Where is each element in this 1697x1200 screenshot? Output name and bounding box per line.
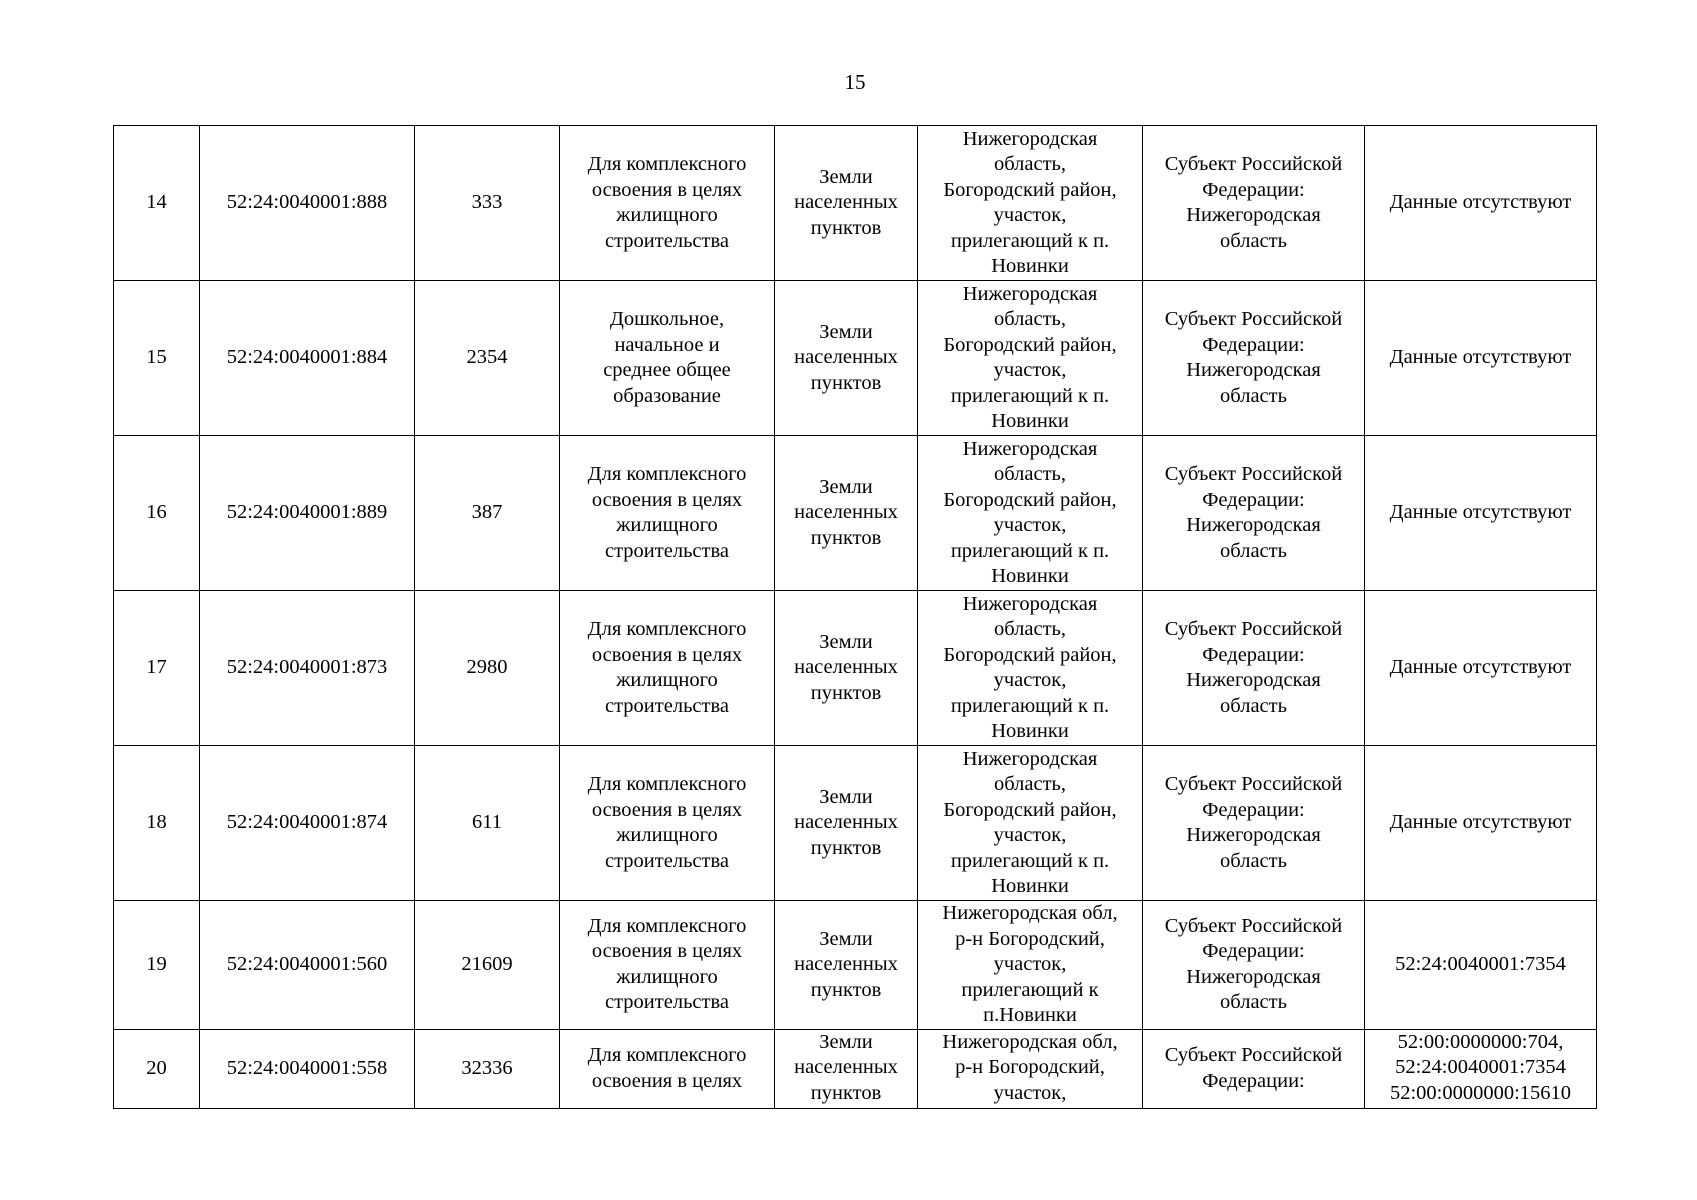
related-objects: Данные отсутствуют	[1365, 436, 1597, 591]
related-objects: Данные отсутствуют	[1365, 126, 1597, 281]
table-row	[114, 1029, 1597, 1108]
cadastral-number: 52:24:0040001:888	[200, 126, 415, 281]
table-row	[114, 281, 1597, 436]
related-objects: Данные отсутствуют	[1365, 746, 1597, 901]
related-objects: Данные отсутствуют	[1365, 591, 1597, 746]
owner: Субъект Российской Федерации:	[1143, 1029, 1365, 1108]
address: Нижегородская обл, р-н Богородский, участок, прилегающий к п.Новинки	[918, 901, 1143, 1030]
land-category: Земли населенных пунктов	[775, 281, 918, 436]
row-number: 18	[114, 746, 200, 901]
owner: Субъект Российской Федерации: Нижегородская область	[1143, 436, 1365, 591]
owner: Субъект Российской Федерации: Нижегородская область	[1143, 591, 1365, 746]
permitted-use: Для комплексного освоения в целях жилищного строительства	[560, 126, 775, 281]
table-row	[114, 746, 1597, 901]
row-number: 20	[114, 1029, 200, 1108]
permitted-use: Дошкольное, начальное и среднее общее образование	[560, 281, 775, 436]
address: Нижегородская обл, р-н Богородский, участок,	[918, 1029, 1143, 1108]
area-value: 611	[415, 746, 560, 901]
address: Нижегородская область, Богородский район, участок, прилегающий к п. Новинки	[918, 591, 1143, 746]
area-value: 387	[415, 436, 560, 591]
land-plots-table	[113, 125, 1597, 1109]
related-objects: 52:00:0000000:704, 52:24:0040001:7354 52:00:0000000:15610	[1365, 1029, 1597, 1108]
land-category: Земли населенных пунктов	[775, 126, 918, 281]
cadastral-number: 52:24:0040001:874	[200, 746, 415, 901]
permitted-use: Для комплексного освоения в целях жилищного строительства	[560, 591, 775, 746]
row-number: 17	[114, 591, 200, 746]
area-value: 333	[415, 126, 560, 281]
related-objects: 52:24:0040001:7354	[1365, 901, 1597, 1030]
cadastral-number: 52:24:0040001:873	[200, 591, 415, 746]
table-row	[114, 436, 1597, 591]
permitted-use: Для комплексного освоения в целях	[560, 1029, 775, 1108]
permitted-use: Для комплексного освоения в целях жилищного строительства	[560, 901, 775, 1030]
land-category: Земли населенных пунктов	[775, 746, 918, 901]
table-row	[114, 126, 1597, 281]
area-value: 21609	[415, 901, 560, 1030]
permitted-use: Для комплексного освоения в целях жилищного строительства	[560, 436, 775, 591]
area-value: 2980	[415, 591, 560, 746]
owner: Субъект Российской Федерации: Нижегородская область	[1143, 281, 1365, 436]
row-number: 19	[114, 901, 200, 1030]
row-number: 15	[114, 281, 200, 436]
cadastral-number: 52:24:0040001:884	[200, 281, 415, 436]
cadastral-number: 52:24:0040001:889	[200, 436, 415, 591]
owner: Субъект Российской Федерации: Нижегородская область	[1143, 126, 1365, 281]
land-category: Земли населенных пунктов	[775, 436, 918, 591]
address: Нижегородская область, Богородский район, участок, прилегающий к п. Новинки	[918, 281, 1143, 436]
land-category: Земли населенных пунктов	[775, 591, 918, 746]
address: Нижегородская область, Богородский район, участок, прилегающий к п. Новинки	[918, 436, 1143, 591]
page-number: 15	[844, 70, 866, 94]
owner: Субъект Российской Федерации: Нижегородская область	[1143, 746, 1365, 901]
land-category: Земли населенных пунктов	[775, 1029, 918, 1108]
land-category: Земли населенных пунктов	[775, 901, 918, 1030]
area-value: 2354	[415, 281, 560, 436]
area-value: 32336	[415, 1029, 560, 1108]
permitted-use: Для комплексного освоения в целях жилищного строительства	[560, 746, 775, 901]
row-number: 16	[114, 436, 200, 591]
table-row	[114, 901, 1597, 1030]
row-number: 14	[114, 126, 200, 281]
related-objects: Данные отсутствуют	[1365, 281, 1597, 436]
owner: Субъект Российской Федерации: Нижегородская область	[1143, 901, 1365, 1030]
address: Нижегородская область, Богородский район, участок, прилегающий к п. Новинки	[918, 126, 1143, 281]
address: Нижегородская область, Богородский район, участок, прилегающий к п. Новинки	[918, 746, 1143, 901]
cadastral-number: 52:24:0040001:560	[200, 901, 415, 1030]
cadastral-number: 52:24:0040001:558	[200, 1029, 415, 1108]
table-row	[114, 591, 1597, 746]
